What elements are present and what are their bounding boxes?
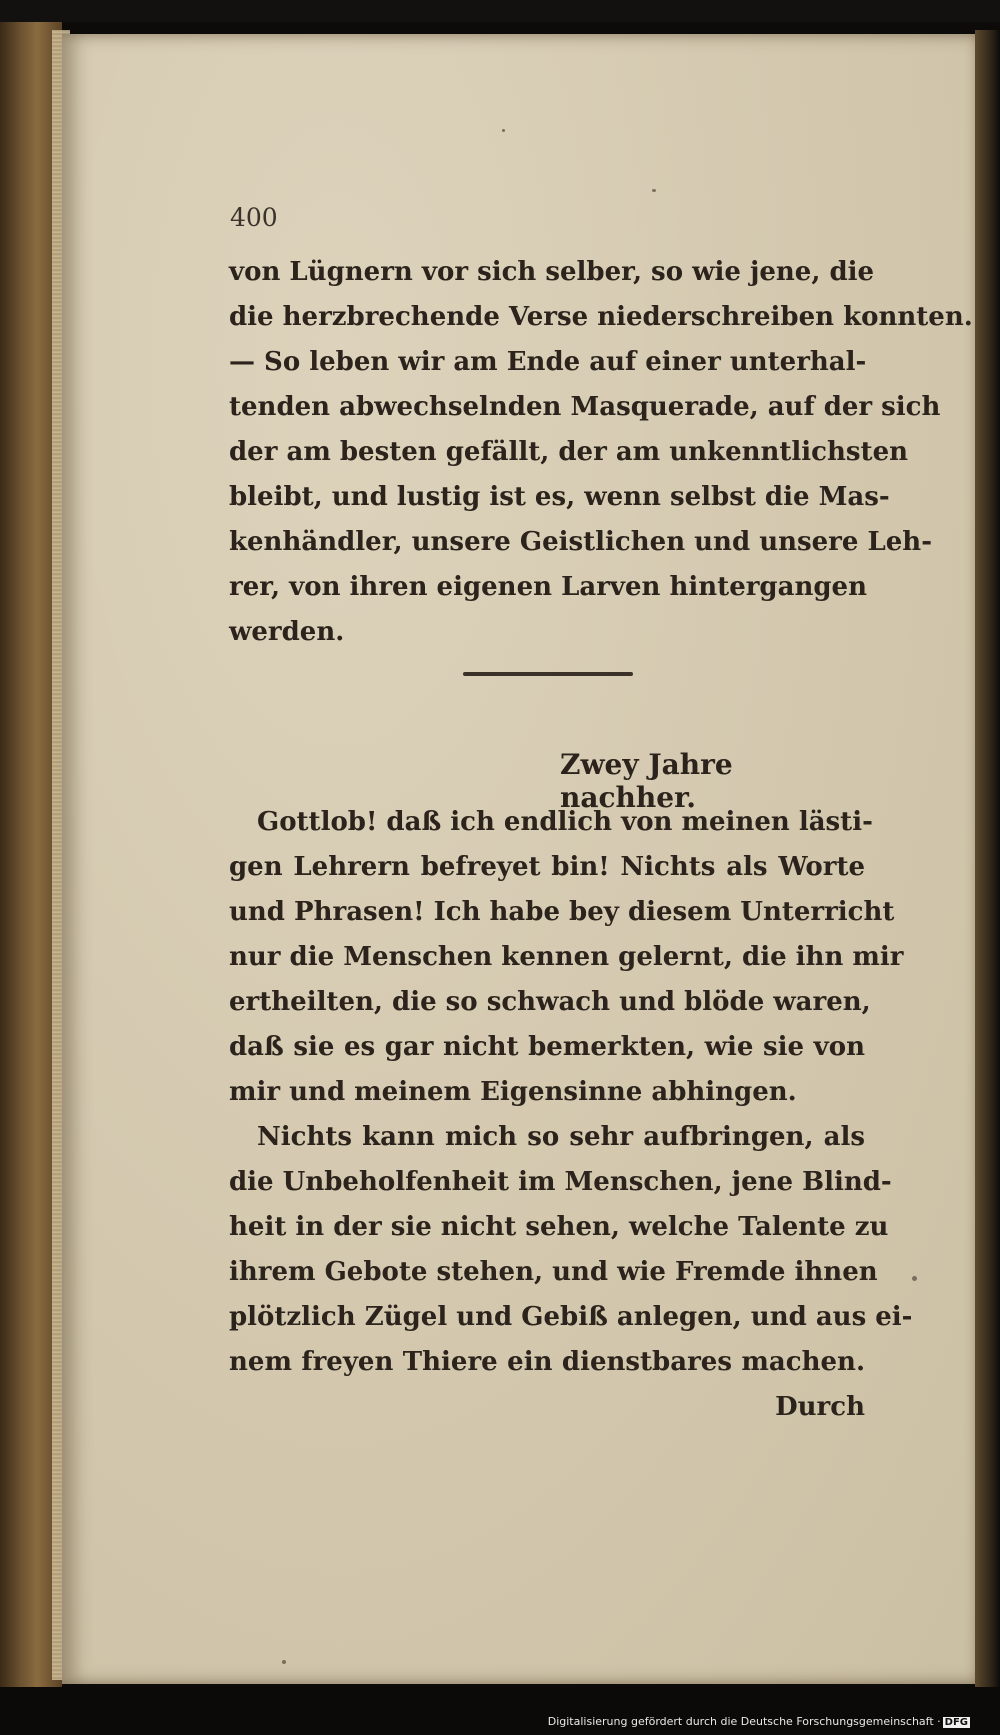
book-cover-edge bbox=[975, 30, 1000, 1690]
paper-fleck bbox=[652, 189, 656, 192]
text-line: kenhändler, unsere Geistlichen und unsere Leh- bbox=[229, 527, 932, 557]
text-line: von Lügnern vor sich selber, so wie jene, die bbox=[229, 257, 875, 287]
text-line: der am besten gefällt, der am unkenntlichsten bbox=[229, 437, 909, 467]
text-line: daß sie es gar nicht bemerkten, wie sie von bbox=[229, 1032, 865, 1062]
text-line: ihrem Gebote stehen, und wie Fremde ihnen bbox=[229, 1257, 878, 1287]
section-heading: Zwey Jahre nachher. bbox=[560, 748, 733, 814]
text-line: Nichts kann mich so sehr aufbringen, als bbox=[257, 1122, 865, 1152]
text-line: — So leben wir am Ende auf einer unterhal- bbox=[229, 347, 867, 377]
text-line: rer, von ihren eigenen Larven hintergangen bbox=[229, 572, 867, 602]
text-line: mir und meinem Eigensinne abhingen. bbox=[229, 1077, 797, 1107]
text-line: bleibt, und lustig ist es, wenn selbst die Mas- bbox=[229, 482, 890, 512]
text-line: heit in der sie nicht sehen, welche Talente zu bbox=[229, 1212, 889, 1242]
page-number: 400 bbox=[230, 203, 278, 232]
paragraph-1 bbox=[229, 250, 973, 655]
credit-text: Digitalisierung gefördert durch die Deutsche Forschungsgemeinschaft · bbox=[547, 1715, 941, 1728]
text-line: Gottlob! daß ich endlich von meinen lästi- bbox=[257, 807, 873, 837]
paper-fleck bbox=[912, 1276, 917, 1281]
text-line: nem freyen Thiere ein dienstbares machen. bbox=[229, 1347, 865, 1377]
paragraph-2 bbox=[229, 800, 904, 1115]
paper-fleck bbox=[502, 129, 505, 132]
dfg-logo: DFG bbox=[944, 1717, 968, 1728]
text-line: die herzbrechende Verse niederschreiben konnten. bbox=[229, 302, 973, 332]
text-line: nur die Menschen kennen gelernt, die ihn mir bbox=[229, 942, 904, 972]
catchword: Durch bbox=[775, 1392, 865, 1422]
text-line: werden. bbox=[229, 617, 345, 647]
text-line: tenden abwechselnden Masquerade, auf der sich bbox=[229, 392, 941, 422]
paper-fleck bbox=[282, 1660, 286, 1664]
paragraph-3 bbox=[229, 1115, 913, 1430]
scan-top-border bbox=[0, 0, 1000, 22]
text-line: die Unbeholfenheit im Menschen, jene Blind- bbox=[229, 1167, 892, 1197]
section-divider bbox=[463, 672, 633, 676]
digitization-credit bbox=[548, 1715, 970, 1728]
text-line: plötzlich Zügel und Gebiß anlegen, und aus ei- bbox=[229, 1302, 913, 1332]
text-line: ertheilten, die so schwach und blöde waren, bbox=[229, 987, 871, 1017]
text-line: und Phrasen! Ich habe bey diesem Unterricht bbox=[229, 897, 895, 927]
text-line: gen Lehrern befreyet bin! Nichts als Worte bbox=[229, 852, 865, 882]
